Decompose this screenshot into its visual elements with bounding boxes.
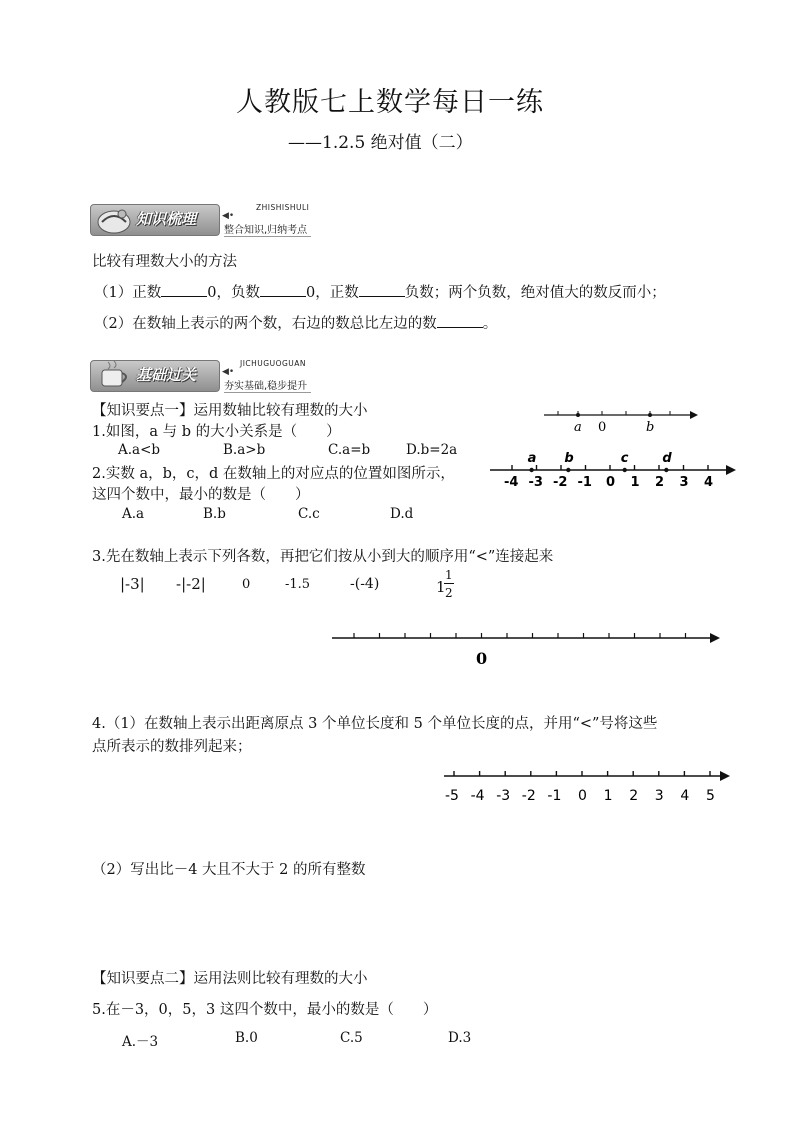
arrow-icon: ◀• (222, 211, 235, 221)
point-b (566, 468, 570, 472)
axis-tick-label: -1 (547, 788, 562, 804)
review-line-1 (94, 281, 666, 302)
banner-tag: ZHISHISHULI (256, 203, 310, 212)
review-text: 负数；两个负数，绝对值大的数反而小； (404, 285, 666, 301)
review-text: 。 (482, 316, 498, 332)
axis-tick-label: -2 (521, 788, 536, 804)
question-5-stem: 5.在－3，0，5，3 这四个数中，最小的数是（ ） (92, 1002, 438, 1018)
question-2-stem-1: 2.实数 a，b，c，d 在数轴上的对应点的位置如图所示， (92, 466, 455, 482)
axis-tick-label: 1 (630, 475, 640, 490)
q5-option-d[interactable]: D.3 (448, 1030, 472, 1046)
book-icon (94, 202, 134, 236)
point-label-a: a (527, 451, 537, 466)
review-text: 0，负数 (207, 285, 260, 301)
q3-mixed-numerator: 1 (445, 568, 453, 582)
review-line-2 (94, 312, 497, 333)
question-1-stem: 1.如图，a 与 b 的大小关系是（ ） (92, 424, 341, 440)
q3-number-neg-neg4: -(-4) (350, 576, 380, 592)
point-label-c: c (620, 451, 629, 466)
question-4-part-2: （2）写出比－4 大且不大于 2 的所有整数 (92, 862, 366, 878)
q3-mixed-whole: 1 (436, 578, 446, 596)
point-label-b: b (564, 451, 574, 466)
teacup-icon (94, 358, 134, 392)
axis-tick-label: 5 (706, 788, 715, 804)
fraction-bar (444, 583, 454, 584)
banner-knowledge-review (90, 202, 320, 236)
axis-tick-label: -3 (528, 475, 543, 490)
q1-option-a[interactable]: A.a<b (118, 442, 161, 458)
page-subtitle: ——1.2.5 绝对值（二） (288, 133, 473, 153)
point-label-d: d (662, 451, 672, 466)
banner-slogan: 整合知识,归纳考点 (224, 221, 311, 237)
axis-tick-label: -5 (445, 788, 459, 804)
question-4-stem-2: 点所表示的数排列起来； (92, 739, 252, 755)
banner-label: 知识梳理 (136, 210, 197, 228)
point-a (529, 468, 533, 472)
axis-tick-label: 2 (629, 788, 639, 804)
q1-number-line (540, 400, 700, 436)
q4-number-line (440, 764, 734, 808)
axis-tick-label: -1 (577, 475, 592, 490)
axis-tick-label: 3 (654, 788, 664, 804)
banner-basic-practice (90, 358, 320, 392)
section-heading-2: 【知识要点二】运用法则比较有理数的大小 (92, 971, 368, 987)
q3-number-abs-neg3: |-3| (120, 575, 145, 593)
q1-option-c[interactable]: C.a=b (328, 442, 371, 458)
q5-option-c[interactable]: C.5 (340, 1030, 363, 1046)
axis-tick-label: -3 (496, 788, 511, 804)
review-heading: 比较有理数大小的方法 (92, 254, 237, 270)
axis-tick-label: -2 (553, 475, 568, 490)
q3-number-neg-abs-neg2: -|-2| (176, 575, 206, 593)
q3-number-line (328, 624, 724, 670)
q1-option-b[interactable]: B.a>b (223, 442, 266, 458)
axis-tick-label: -4 (470, 788, 485, 804)
review-text: （1）正数 (94, 285, 162, 301)
point-d (664, 468, 668, 472)
axis-tick-label: 0 (578, 788, 587, 804)
banner-label: 基础过关 (136, 366, 197, 384)
q3-mixed-denominator: 2 (445, 586, 453, 600)
question-2-stem-2: 这四个数中，最小的数是（ ） (92, 487, 310, 503)
axis-label-b: b (646, 420, 655, 435)
review-text: 0，正数 (305, 285, 359, 301)
q5-option-a[interactable]: A.－3 (122, 1034, 159, 1050)
q2-option-d[interactable]: D.d (390, 506, 414, 522)
axis-tick-label: 1 (603, 788, 613, 804)
review-text: （2）在数轴上表示的两个数，右边的数总比左边的数 (94, 316, 437, 332)
section-heading-1: 【知识要点一】运用数轴比较有理数的大小 (92, 403, 368, 419)
q1-option-d[interactable]: D.b=2a (406, 442, 458, 458)
answer-blank[interactable] (437, 313, 483, 328)
question-4-stem-1: 4.（1）在数轴上表示出距离原点 3 个单位长度和 5 个单位长度的点，并用“<”号将这些 (92, 716, 658, 732)
axis-label-a: a (574, 420, 582, 435)
axis-tick-label: 4 (680, 788, 690, 804)
answer-blank[interactable] (359, 282, 405, 297)
axis-tick-label: 2 (655, 475, 665, 490)
q2-option-a[interactable]: A.a (122, 506, 145, 522)
axis-tick-label: -4 (504, 475, 519, 490)
banner-tag: JICHUGUOGUAN (240, 359, 307, 368)
banner-slogan: 夯实基础,稳步提升 (224, 377, 311, 393)
axis-tick-label: 4 (704, 475, 714, 490)
arrow-icon: ◀• (222, 367, 235, 377)
axis-tick-label: 3 (679, 475, 689, 490)
q2-option-c[interactable]: C.c (298, 506, 320, 522)
q3-origin-label: 0 (476, 649, 488, 668)
answer-blank[interactable] (260, 282, 306, 297)
q2-number-line (486, 448, 740, 490)
page-title: 人教版七上数学每日一练 (236, 87, 544, 118)
question-3-stem: 3.先在数轴上表示下列各数，再把它们按从小到大的顺序用“<”连接起来 (92, 549, 554, 565)
q5-option-b[interactable]: B.0 (235, 1030, 258, 1046)
q2-option-b[interactable]: B.b (203, 506, 226, 522)
axis-tick-label: 0 (606, 475, 616, 490)
axis-label-0: 0 (598, 420, 607, 435)
q3-number-zero: 0 (242, 577, 251, 592)
point-c (623, 468, 627, 472)
answer-blank[interactable] (161, 282, 207, 297)
q3-number-neg1-5: -1.5 (285, 577, 311, 592)
